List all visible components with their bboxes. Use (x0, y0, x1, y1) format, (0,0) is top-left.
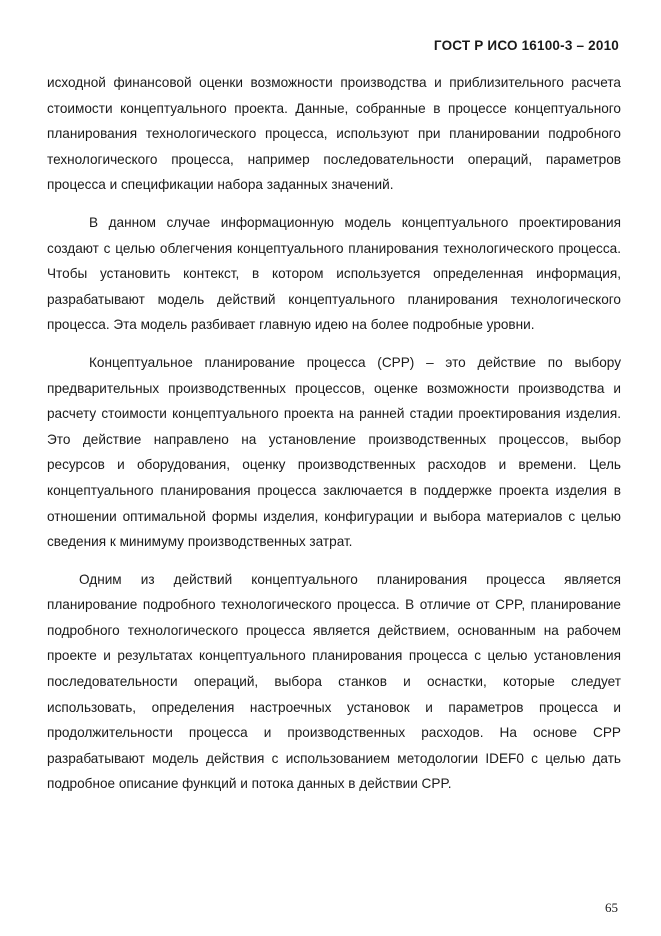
paragraph-detailed-planning: Одним из действий концептуального планирования процесса является планирование подробного технологического процесса. В отличие от CPP, планирование подробного технологического процесса является действием, основанным на рабочем проекте и результатах концептуального планирования процесса с целью установления последовательности операций, выбора станков и оснастки, которые следует использовать, определения настроечных установок и параметров процесса и продолжительности процесса и производственных расходов. На основе CPP разрабатывают модель действия с использованием методологии IDEF0 с целью дать подробное описание функций и потока данных в действии CPP. (47, 571, 621, 792)
paragraph-information-model: В данном случае информационную модель концептуального проектирования создают с целью облегчения концептуального планирования технологического процесса. Чтобы установить контекст, в котором используется определенная информация, разрабатывают модель действий концептуального планирования технологического процесса. Эта модель разбивает главную идею на более подробные уровни. (47, 214, 621, 333)
document-body (47, 70, 621, 797)
page-header-standard: ГОСТ Р ИСО 16100-3 – 2010 (433, 38, 619, 53)
paragraph-continuation: исходной финансовой оценки возможности производства и приблизительного расчета стоимости концептуального проекта. Данные, собранные в процессе концептуального планирования технологического процесса, используют при планировании подробного технологического процесса, например последовательности операций, параметров процесса и спецификации набора заданных значений. (47, 75, 621, 193)
paragraph-cpp-definition: Концептуальное планирование процесса (CPP) – это действие по выбору предварительных производственных процессов, оценке возможности производства и расчету стоимости концептуального проекта на ранней стадии проектирования изделия. Это действие направлено на установление производственных процессов, выбор ресурсов и оборудования, оценку производственных расходов и времени. Цель концептуального планирования процесса заключается в поддержке проекта изделия в отношении оптимальной формы изделия, конфигурации и выбора материалов с целью сведения к минимуму производственных затрат. (47, 354, 621, 550)
page-number: 65 (605, 900, 618, 915)
